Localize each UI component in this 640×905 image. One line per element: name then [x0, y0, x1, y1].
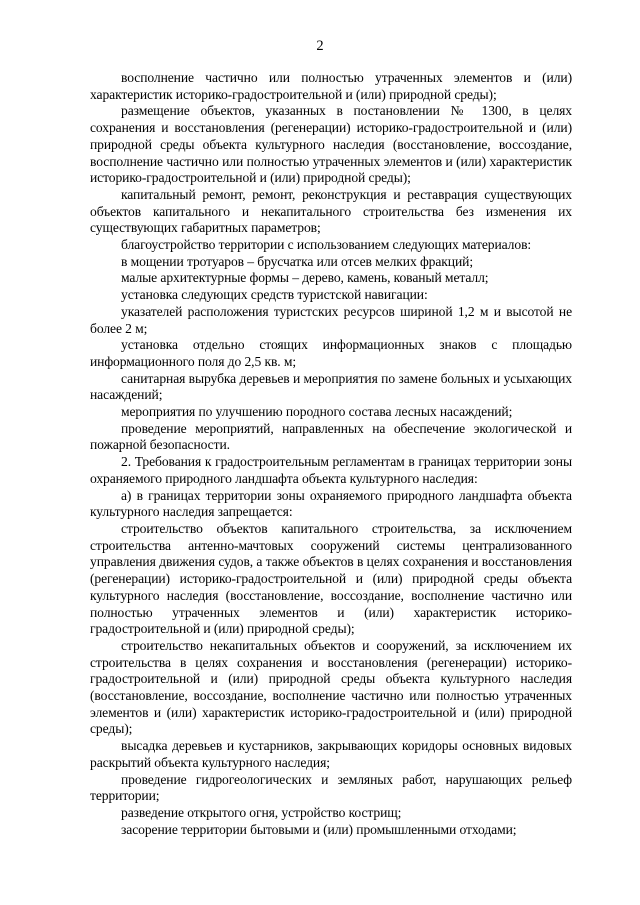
paragraph-open-fire-ban: разведение открытого огня, устройство кострищ; [121, 804, 402, 820]
paragraph-subsection-a: а) в границах территории зоны охраняемого природного ландшафта объекта культурного наследия запрещается: [90, 487, 572, 520]
paragraph-small-architectural-forms: малые архитектурные формы – дерево, камень, кованый металл; [121, 270, 489, 286]
paragraph-capital-repair: капитальный ремонт, ремонт, реконструкция и реставрация существующих объектов капитального и некапитального строительства без изменения их существующих габаритных параметров; [90, 186, 572, 236]
paragraph-littering-ban: засорение территории бытовыми и (или) промышленными отходами; [121, 821, 517, 837]
paragraph-tourist-navigation: установка следующих средств туристской навигации: [121, 287, 428, 303]
paragraph-noncapital-construction-ban: строительство некапитальных объектов и сооружений, за исключением их строительства в целях сохранения и восстановления (регенерации) историко-градостроительной и (или) природной среды объекта культурного наследия (восстановление, воссоздание, восполнение частично или полностью утраченных элементов и (или) характеристик историко-градостроительной и (или) природной среды); [90, 637, 572, 737]
paragraph-information-signs: установка отдельно стоящих информационных знаков с площадью информационного поля до 2,5 кв. м; [90, 337, 572, 369]
paragraph-tourist-signs: указателей расположения туристских ресурсов шириной 1,2 м и высотой не более 2 м; [90, 303, 572, 336]
page-number: 2 [316, 38, 324, 54]
paragraph-tree-planting-ban: высадка деревьев и кустарников, закрывающих коридоры основных видовых раскрытий объекта культурного наследия; [90, 738, 572, 770]
paragraph-forest-improvement: мероприятия по улучшению породного состава лесных насаждений; [121, 404, 513, 420]
paragraph-sanitary-felling: санитарная вырубка деревьев и мероприятия по замене больных и усыхающих насаждений; [90, 370, 572, 403]
paragraph-section-2-heading: 2. Требования к градостроительным регламентам в границах территории зоны охраняемого природного ландшафта объекта культурного наследия: [90, 454, 572, 486]
paragraph-safety-measures: проведение мероприятий, направленных на обеспечение экологической и пожарной безопасности. [90, 420, 572, 453]
paragraph-placement-of-objects: размещение объектов, указанных в постановлении № 1300, в целях сохранения и восстановления (регенерации) историко-градостроительной и (или) природной среды объекта культурного наследия (восстановление, воссоздание, восполнение частично или полностью утраченных элементов и (или) характеристик историко-градостроительной и (или) природной среды); [90, 103, 572, 186]
paragraph-capital-construction-ban: строительство объектов капитального строительства, за исключением строительства антенно-мачтовых сооружений системы централизованного управления движения судов, а также объектов в целях сохранения и восстановления (регенерации) историко-градостроительной и (или) природной среды объекта культурного наследия (восстановление, воссоздание, восполнение частично или полностью утраченных элементов и (или) характеристик историко-градостроительной и (или) природной среды); [90, 520, 572, 637]
paragraph-restoration-continuation: восполнение частично или полностью утраченных элементов и (или) характеристик историко-градостроительной и (или) природной среды); [90, 70, 572, 102]
document-body [90, 70, 572, 838]
paragraph-sidewalk-paving: в мощении тротуаров – брусчатка или отсев мелких фракций; [121, 253, 474, 269]
paragraph-landscaping: благоустройство территории с использованием следующих материалов: [121, 237, 532, 253]
paragraph-earthworks-ban: проведение гидрогеологических и земляных работ, нарушающих рельеф территории; [90, 771, 572, 804]
